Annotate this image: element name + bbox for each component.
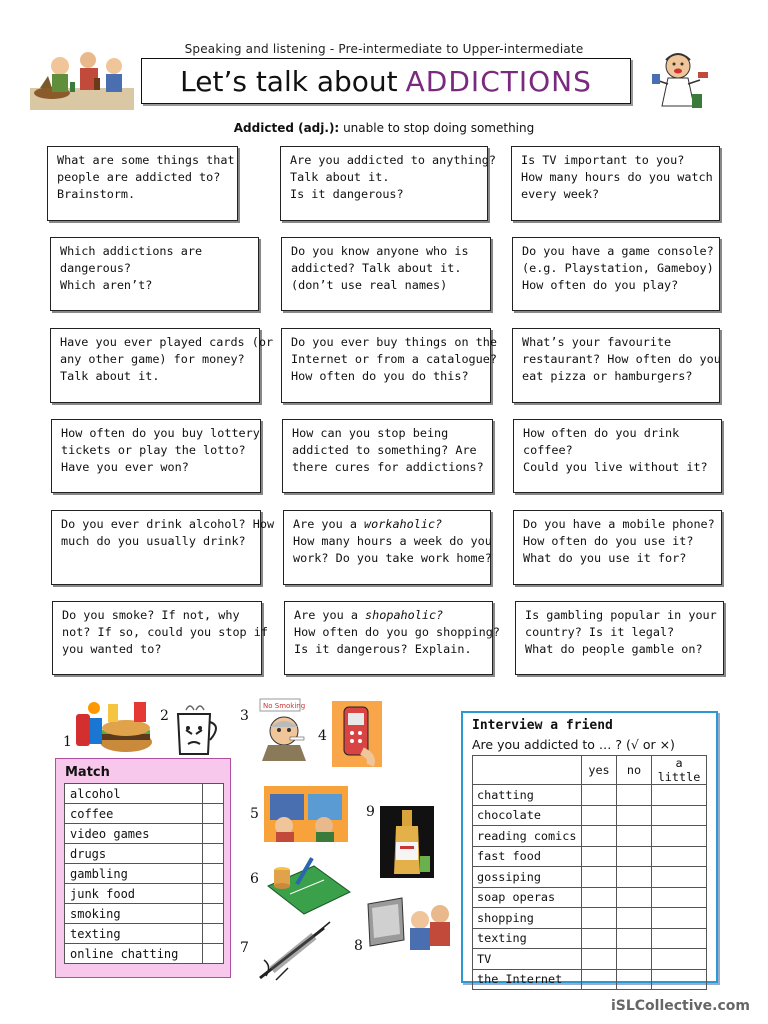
question-card <box>51 510 275 585</box>
card-line: How often do you drink <box>523 426 680 440</box>
drinking-party-illustration <box>30 48 134 114</box>
answer-cell[interactable] <box>652 805 707 826</box>
card-line: How often do you go shopping? <box>294 625 500 639</box>
card-line: Is it dangerous? Explain. <box>294 642 472 656</box>
definition-text: unable to stop doing something <box>343 121 535 135</box>
answer-cell[interactable] <box>582 949 617 970</box>
card-line: Brainstorm. <box>57 187 136 201</box>
interview-item: shopping <box>473 908 582 929</box>
match-answer-field[interactable] <box>203 904 224 924</box>
match-word: online chatting <box>65 944 203 964</box>
answer-cell[interactable] <box>652 969 707 990</box>
match-word: coffee <box>65 804 203 824</box>
answer-cell[interactable] <box>582 826 617 847</box>
match-row <box>65 884 224 904</box>
match-row <box>65 784 224 804</box>
picture-number: 8 <box>354 938 363 954</box>
card-line: Do you ever buy things on the <box>291 335 497 349</box>
worksheet-subtitle: Speaking and listening - Pre-intermediate to Upper-intermediate <box>184 42 584 56</box>
interview-item: the Internet <box>473 969 582 990</box>
card-line: Is gambling popular in your <box>525 608 717 622</box>
card-line: Talk about it. <box>290 170 390 184</box>
answer-cell[interactable] <box>582 785 617 806</box>
answer-cell[interactable] <box>617 785 652 806</box>
match-word: alcohol <box>65 784 203 804</box>
answer-cell[interactable] <box>617 867 652 888</box>
question-card <box>513 510 722 585</box>
answer-cell[interactable] <box>582 805 617 826</box>
match-heading: Match <box>65 765 110 780</box>
match-row <box>65 844 224 864</box>
interview-row <box>473 846 707 867</box>
answer-cell[interactable] <box>652 949 707 970</box>
video-games-picture <box>264 786 348 846</box>
answer-cell[interactable] <box>652 785 707 806</box>
picture-number: 1 <box>63 734 72 750</box>
card-line: Do you have a game console? <box>522 244 714 258</box>
match-answer-field[interactable] <box>203 884 224 904</box>
card-line: How often do you buy lottery <box>61 426 260 440</box>
answer-cell[interactable] <box>617 826 652 847</box>
card-line: Do you have a mobile phone? <box>523 517 715 531</box>
card-line: How often do you do this? <box>291 369 469 383</box>
answer-cell[interactable] <box>652 846 707 867</box>
card-line: How many hours do you watch <box>521 170 713 184</box>
interview-blank-header <box>473 756 582 785</box>
question-card <box>50 237 259 311</box>
card-emphasis: shopaholic? <box>365 608 444 622</box>
mobile-phone-picture <box>332 701 382 771</box>
match-row <box>65 924 224 944</box>
card-line: people are addicted to? <box>57 170 221 184</box>
footer-brand[interactable]: iSLCollective.com <box>610 998 750 1014</box>
answer-cell[interactable] <box>582 887 617 908</box>
card-line <box>294 607 483 624</box>
card-line-prefix: Are you a <box>294 608 366 622</box>
answer-cell[interactable] <box>652 928 707 949</box>
answer-cell[interactable] <box>582 908 617 929</box>
drugs-syringe-picture <box>254 920 334 990</box>
answer-cell[interactable] <box>652 908 707 929</box>
card-line: restaurant? How often do you <box>522 352 721 366</box>
card-line: How often do you play? <box>522 278 679 292</box>
interview-item: texting <box>473 928 582 949</box>
match-word: junk food <box>65 884 203 904</box>
question-card <box>52 601 268 675</box>
interview-item: TV <box>473 949 582 970</box>
question-card <box>281 328 497 403</box>
card-line: (e.g. Playstation, Gameboy) <box>522 261 714 275</box>
interview-row <box>473 805 707 826</box>
card-line: (don’t use real names) <box>291 278 448 292</box>
match-word: smoking <box>65 904 203 924</box>
column-header-yes: yes <box>582 756 617 785</box>
interview-row <box>473 826 707 847</box>
match-word: texting <box>65 924 203 944</box>
smoking-man-picture <box>254 697 316 765</box>
answer-cell[interactable] <box>652 867 707 888</box>
match-row <box>65 864 224 884</box>
answer-cell[interactable] <box>582 846 617 867</box>
match-answer-field[interactable] <box>203 924 224 944</box>
match-row <box>65 824 224 844</box>
card-line: Which aren’t? <box>60 278 153 292</box>
title-box <box>141 58 631 104</box>
answer-cell[interactable] <box>617 928 652 949</box>
card-line: addicted to something? Are <box>292 443 477 457</box>
card-line: Have you ever played cards (or <box>60 335 274 349</box>
alcohol-bottle-picture <box>380 806 434 882</box>
gambling-picture <box>264 852 354 920</box>
match-row <box>65 804 224 824</box>
card-line: What are some things that <box>57 153 235 167</box>
card-line: What’s your favourite <box>522 335 672 349</box>
card-line: there cures for addictions? <box>292 460 484 474</box>
match-answer-field[interactable] <box>203 844 224 864</box>
card-line: How can you stop being <box>292 426 449 440</box>
question-card <box>511 146 720 221</box>
match-answer-field[interactable] <box>203 944 224 964</box>
interview-item: reading comics <box>473 826 582 847</box>
column-header-no: no <box>617 756 652 785</box>
coffee-cup-picture <box>172 700 224 764</box>
match-answer-field[interactable] <box>203 824 224 844</box>
card-line: eat pizza or hamburgers? <box>522 369 693 383</box>
page-title: Let’s talk about <box>180 64 398 98</box>
card-line: Have you ever won? <box>61 460 189 474</box>
card-line: How often do you use it? <box>523 534 694 548</box>
card-line: Do you smoke? If not, why <box>62 608 240 622</box>
question-card <box>515 601 724 675</box>
card-line: Could you live without it? <box>523 460 708 474</box>
match-answer-field[interactable] <box>203 784 224 804</box>
match-row <box>65 904 224 924</box>
answer-cell[interactable] <box>617 846 652 867</box>
answer-cell[interactable] <box>617 805 652 826</box>
picture-number: 7 <box>240 940 249 956</box>
picture-number: 6 <box>250 871 259 887</box>
question-card <box>282 419 493 493</box>
interview-row <box>473 785 707 806</box>
definition <box>0 121 768 135</box>
match-answer-field[interactable] <box>203 864 224 884</box>
interview-heading: Interview a friend <box>472 718 613 733</box>
card-line: Are you addicted to anything? <box>290 153 496 167</box>
interview-panel <box>461 711 718 987</box>
page-title-accent: ADDICTIONS <box>405 64 592 98</box>
question-card <box>513 419 722 493</box>
card-line: Internet or from a catalogue? <box>291 352 497 366</box>
interview-row <box>473 928 707 949</box>
stressed-man-illustration <box>648 50 714 118</box>
picture-number: 5 <box>250 806 259 822</box>
interview-row <box>473 969 707 990</box>
match-panel <box>55 758 231 978</box>
card-line: Which addictions are <box>60 244 203 258</box>
card-line: Is it dangerous? <box>290 187 404 201</box>
card-line-prefix: Are you a <box>293 517 365 531</box>
question-card <box>47 146 238 221</box>
question-card <box>283 510 491 585</box>
definition-term: Addicted (adj.): <box>233 121 340 135</box>
interview-item: gossiping <box>473 867 582 888</box>
card-line: What do you use it for? <box>523 551 687 565</box>
question-card <box>281 237 491 311</box>
card-line: much do you usually drink? <box>61 534 246 548</box>
card-line: any other game) for money? <box>60 352 245 366</box>
interview-item: chatting <box>473 785 582 806</box>
junk-food-picture <box>72 696 160 762</box>
card-line: you wanted to? <box>62 642 162 656</box>
interview-row <box>473 949 707 970</box>
answer-cell[interactable] <box>617 887 652 908</box>
interview-row <box>473 908 707 929</box>
column-header-a-little: a little <box>652 756 707 785</box>
answer-cell[interactable] <box>582 867 617 888</box>
answer-cell[interactable] <box>582 969 617 990</box>
match-word: drugs <box>65 844 203 864</box>
interview-table <box>472 755 707 990</box>
match-word: video games <box>65 824 203 844</box>
interview-item: chocolate <box>473 805 582 826</box>
card-line: coffee? <box>523 443 573 457</box>
match-word: gambling <box>65 864 203 884</box>
card-line: Do you know anyone who is <box>291 244 469 258</box>
interview-header-row <box>473 756 707 785</box>
match-answer-field[interactable] <box>203 804 224 824</box>
no-smoking-sign: No Smoking <box>263 702 306 710</box>
match-table <box>64 783 224 964</box>
card-line: What do people gamble on? <box>525 642 703 656</box>
question-card <box>51 419 261 493</box>
interview-item: soap operas <box>473 887 582 908</box>
card-line: addicted? Talk about it. <box>291 261 462 275</box>
answer-cell[interactable] <box>652 826 707 847</box>
card-line: work? Do you take work home? <box>293 551 492 565</box>
card-line: Is TV important to you? <box>521 153 685 167</box>
answer-cell[interactable] <box>617 969 652 990</box>
card-emphasis: workaholic? <box>364 517 443 531</box>
answer-cell[interactable] <box>617 949 652 970</box>
card-line: Do you ever drink alcohol? How <box>61 517 275 531</box>
card-line: dangerous? <box>60 261 132 275</box>
answer-cell[interactable] <box>617 908 652 929</box>
card-line: every week? <box>521 187 600 201</box>
interview-row <box>473 867 707 888</box>
picture-number: 4 <box>318 728 327 744</box>
card-line <box>293 516 481 533</box>
picture-number: 3 <box>240 708 249 724</box>
card-line: How many hours a week do you <box>293 534 492 548</box>
card-line: country? Is it legal? <box>525 625 675 639</box>
question-card <box>284 601 500 675</box>
interview-row <box>473 887 707 908</box>
question-card <box>280 146 496 221</box>
interview-question: Are you addicted to … ? (√ or ×) <box>472 737 675 752</box>
picture-number: 9 <box>366 804 375 820</box>
answer-cell[interactable] <box>652 887 707 908</box>
card-line: not? If so, could you stop if <box>62 625 268 639</box>
card-line: tickets or play the lotto? <box>61 443 246 457</box>
question-card <box>512 237 720 311</box>
match-row <box>65 944 224 964</box>
question-card <box>50 328 274 403</box>
interview-item: fast food <box>473 846 582 867</box>
picture-number: 2 <box>160 708 169 724</box>
answer-cell[interactable] <box>582 928 617 949</box>
card-line: Talk about it. <box>60 369 160 383</box>
watching-tv-picture <box>364 894 454 958</box>
question-card <box>512 328 720 403</box>
